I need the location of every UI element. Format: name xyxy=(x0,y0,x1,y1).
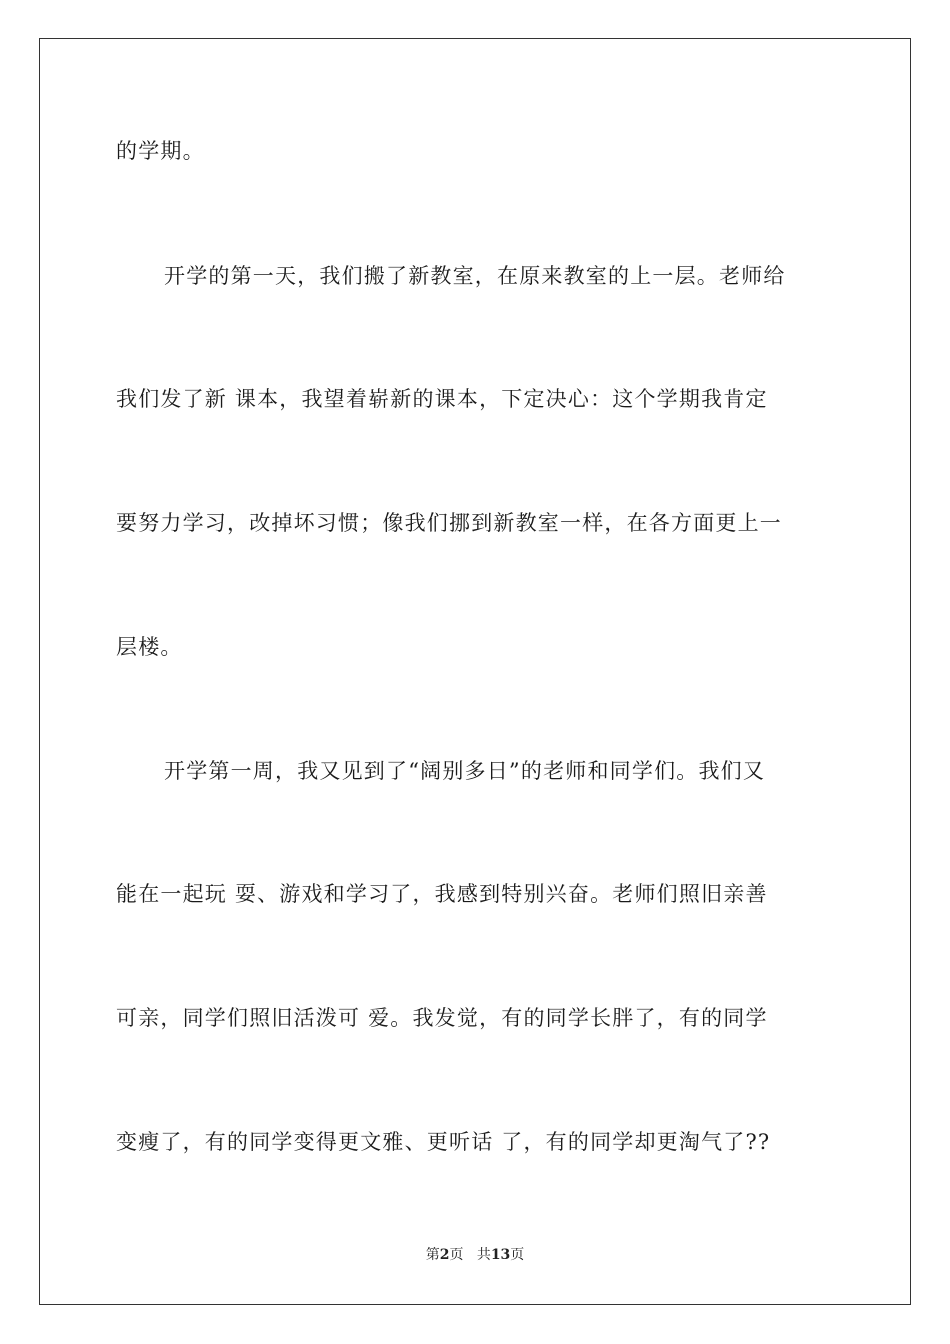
text-line-9: 变瘦了，有的同学变得更文雅、更听话 了，有的同学却更淘气了?? xyxy=(116,1130,771,1154)
text-line-4: 要努力学习，改掉坏习惯；像我们挪到新教室一样，在各方面更上一 xyxy=(116,511,782,535)
text-line-7: 能在一起玩 耍、游戏和学习了，我感到特别兴奋。老师们照旧亲善 xyxy=(116,882,768,906)
text-line-6: 开学第一周，我又见到了“阔别多日”的老师和同学们。我们又 xyxy=(164,759,766,783)
page-frame xyxy=(39,38,911,1305)
text-line-2: 开学的第一天，我们搬了新教室，在原来教室的上一层。老师给 xyxy=(164,264,786,288)
page-prefix: 第 xyxy=(425,1247,440,1263)
total-prefix: 共 xyxy=(476,1247,491,1263)
total-suffix: 页 xyxy=(510,1247,525,1263)
page-suffix: 页 xyxy=(449,1247,464,1263)
text-line-1: 的学期。 xyxy=(116,139,205,163)
text-line-5: 层楼。 xyxy=(116,635,183,659)
page-number: 2 xyxy=(439,1247,450,1263)
text-line-8: 可亲，同学们照旧活泼可 爱。我发觉，有的同学长胖了，有的同学 xyxy=(116,1006,768,1030)
page-footer xyxy=(0,1246,950,1264)
text-line-3: 我们发了新 课本，我望着崭新的课本，下定决心：这个学期我肯定 xyxy=(116,387,768,411)
total-pages: 13 xyxy=(490,1247,511,1263)
